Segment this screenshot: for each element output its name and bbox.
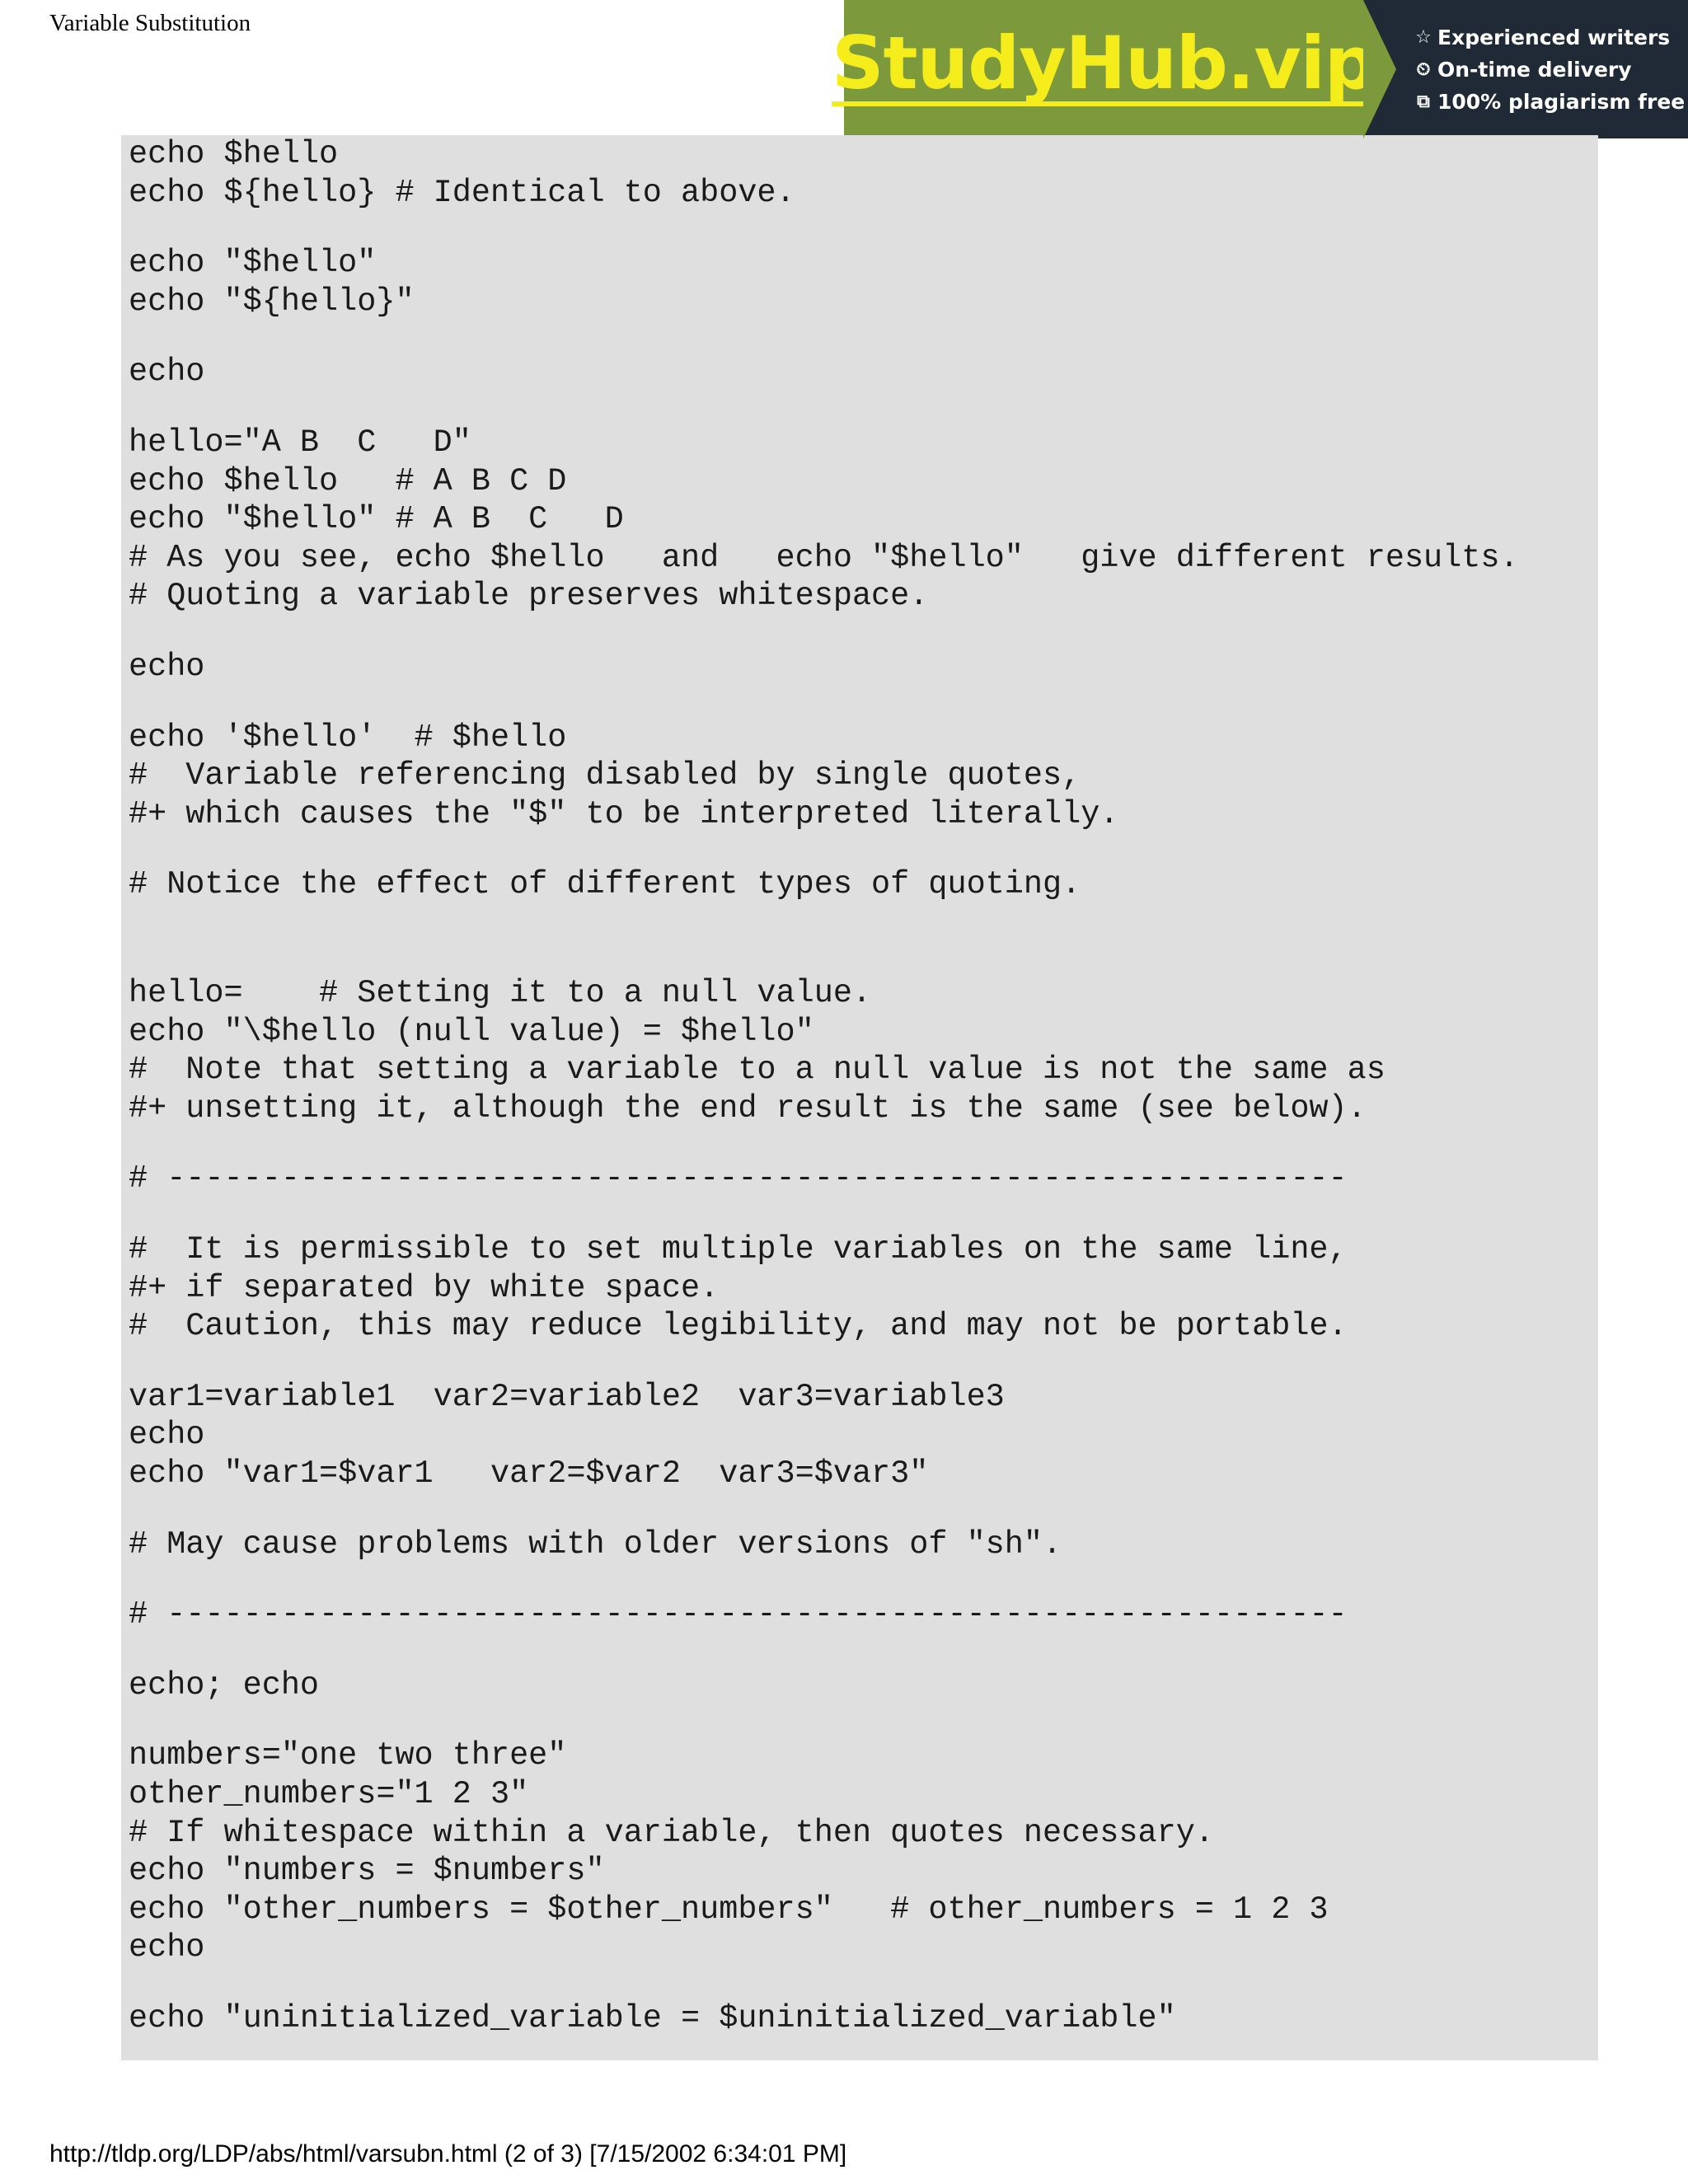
banner-feature-plagiarism-free: [1414, 90, 1688, 114]
code-line: echo: [129, 649, 205, 685]
clock-icon: ⏲: [1416, 59, 1431, 80]
code-line: # May cause problems with older versions of "sh".: [129, 1526, 1062, 1563]
code-line: echo $hello # A B C D: [129, 462, 567, 499]
code-line: # Caution, this may reduce legibility, and may not be portable.: [129, 1308, 1348, 1345]
code-line: echo: [129, 354, 205, 391]
code-line: echo "other_numbers = $other_numbers" # other_numbers = 1 2 3: [129, 1891, 1329, 1928]
code-line: # --------------------------------------------------------------: [129, 1160, 1348, 1197]
code-line: #+ which causes the "$" to be interpreted literally.: [129, 795, 1119, 832]
code-line: echo "var1=$var1 var2=$var2 var3=$var3": [129, 1455, 929, 1492]
code-line: echo $hello: [129, 136, 339, 172]
banner-feature-label: 100% plagiarism free: [1437, 89, 1686, 114]
code-line: echo "numbers = $numbers": [129, 1853, 605, 1890]
page-footer-url: http://tldp.org/LDP/abs/html/varsubn.html (2 of 3) [7/15/2002 6:34:01 PM]: [49, 2140, 847, 2168]
banner-arrow-shape: [1363, 0, 1396, 138]
code-line: echo: [129, 1929, 205, 1966]
code-line: # As you see, echo $hello and echo "$hello" give different results.: [129, 539, 1519, 576]
code-line: echo "${hello}": [129, 283, 415, 320]
code-line: echo "$hello": [129, 245, 377, 282]
code-line: echo "uninitialized_variable = $uninitialized_variable": [129, 2000, 1176, 2036]
banner-feature-experienced-writers: [1414, 26, 1688, 49]
code-line: echo: [129, 1417, 205, 1454]
code-line: var1=variable1 var2=variable2 var3=variable3: [129, 1378, 1005, 1415]
code-line: # Note that setting a variable to a null value is not the same as: [129, 1052, 1386, 1089]
code-line: echo; echo: [129, 1666, 320, 1704]
code-line: # Notice the effect of different types of quoting.: [129, 866, 1081, 903]
code-line: #+ unsetting it, although the end result is the same (see below).: [129, 1090, 1367, 1127]
code-line: echo '$hello' # $hello: [129, 719, 567, 756]
banner-logo-panel[interactable]: [832, 0, 1376, 138]
code-line: numbers="one two three": [129, 1737, 567, 1774]
code-line: hello="A B C D": [129, 424, 471, 461]
code-line: # If whitespace within a variable, then quotes necessary.: [129, 1814, 1214, 1851]
studyhub-ad-banner[interactable]: [832, 0, 1688, 138]
code-line: other_numbers="1 2 3": [129, 1776, 529, 1812]
banner-feature-label: On-time delivery: [1437, 57, 1632, 82]
banner-features: [1363, 0, 1688, 138]
code-line: # Quoting a variable preserves whitespace.: [129, 578, 929, 615]
studyhub-logo[interactable]: StudyHub.vip: [832, 21, 1376, 105]
copy-icon: ⧉: [1417, 91, 1430, 112]
code-line: echo ${hello} # Identical to above.: [129, 174, 795, 211]
code-line: hello= # Setting it to a null value.: [129, 975, 872, 1011]
page-title: Variable Substitution: [49, 10, 251, 36]
banner-feature-label: Experienced writers: [1437, 25, 1671, 49]
code-line: echo "\$hello (null value) = $hello": [129, 1013, 814, 1050]
code-line: echo "$hello" # A B C D: [129, 501, 624, 538]
code-line: # --------------------------------------------------------------: [129, 1596, 1348, 1633]
code-line: # Variable referencing disabled by single quotes,: [129, 757, 1081, 794]
code-line: # It is permissible to set multiple variables on the same line,: [129, 1231, 1348, 1268]
banner-feature-on-time-delivery: [1414, 58, 1688, 82]
code-line: #+ if separated by white space.: [129, 1269, 720, 1306]
star-icon: ☆: [1415, 26, 1432, 48]
